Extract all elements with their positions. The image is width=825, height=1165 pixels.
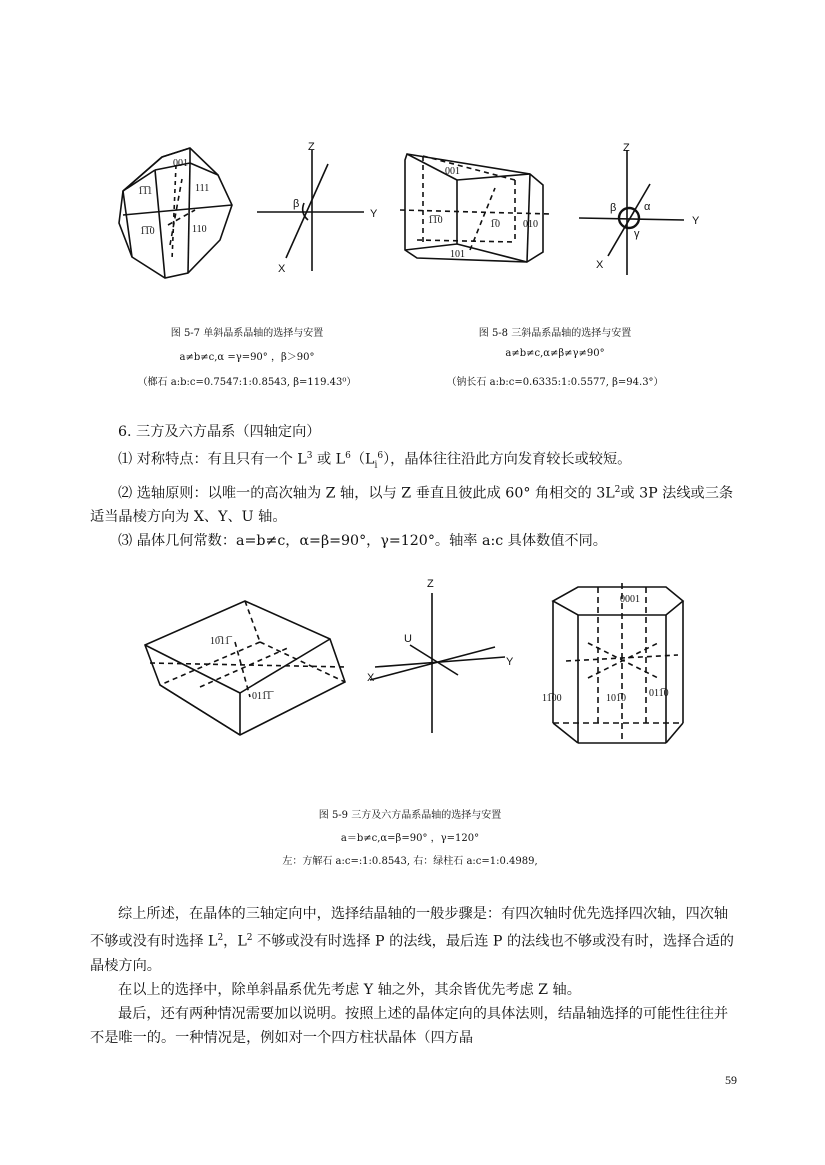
item-2: ⑵ 选轴原则：以唯一的高次轴为 Z 轴，以与 Z 垂直且彼此成 60° 角相交的 $3L^2$或 3P 法线或三条适当晶棱方向为 X、Y、U 轴。 [90,484,734,526]
face-label-001: 001 [445,166,460,177]
face-label-111: 111 [195,183,210,194]
summary-paragraph-2: 在以上的选择中，除单斜晶系优先考虑 Y 轴之外，其余皆优先考虑 Z 轴。 [118,981,581,998]
item-1: ⑴ 对称特点：有且只有一个 $L^3$ 或 $L^6(L_i^6)$，晶体往往沿此方向发育较长或较短。 [118,451,632,471]
axis-label-y: Y [692,215,700,227]
fig-5-9-axes-diagram [360,575,520,745]
face-label-001: 001 [173,158,188,169]
fig-5-7-caption: 图 5-7 单斜晶系晶轴的选择与安置 [170,328,324,339]
angle-label-alpha: α [644,201,651,213]
axis-label-u: U [404,633,412,645]
axis-label-x: X [367,672,375,684]
fig-5-9-constants: a＝b≠c,α=β=90° ，γ=120° [340,833,480,844]
axis-label-x: X [278,263,286,275]
face-label-1-1-0: 1̅1̅0 [140,226,155,237]
fig-5-9-rhombohedron-drawing [140,597,355,737]
face-label-01-10: 011̅0 [649,688,669,699]
axis-label-y: Y [370,208,378,220]
fig-5-7-example: （榔石 a:b:c=0.7547:1:0.8543, β=119.43⁰） [137,377,357,388]
fig-5-9-caption: 图 5-9 三方及六方晶系晶轴的选择与安置 [318,810,502,821]
section-heading: 6. 三方及六方晶系（四轴定向） [118,424,321,440]
axis-label-z: Z [623,142,630,154]
axis-label-z: Z [427,578,434,590]
fig-5-8-constants: a≠b≠c,α≠β≠γ≠90° [505,348,605,359]
face-label-1-100: 11̅00 [542,693,562,704]
summary-paragraph-1: 综上所述，在晶体的三轴定向中，选择结晶轴的一般步骤是：有四次轴时优先选择四次轴，四次轴不够或没有时选择 $L^2$，$L^2$ 不够或没有时选择 P 的法线，最后连 P 的法线也不够或没有时，选择合适的晶棱方向。 [90,906,734,974]
fig-5-8-crystal-drawing [395,150,550,270]
face-label-1-0: 1̅0 [490,219,500,230]
page-number: 59 [725,1073,737,1087]
face-label-1-1-0: 1̅1̅0 [428,215,443,226]
fig-5-9-hexagonal-prism-drawing [542,583,693,748]
face-label-01-1-1: 011̅1̅ [252,691,272,702]
face-label-101: 101 [450,249,465,260]
item-3: ⑶ 晶体几何常数：a=b≠c，α=β=90°，γ=120°。轴率 a:c 具体数值不同。 [118,533,607,550]
face-label-110: 110 [192,224,207,235]
face-label-1-1-1: 1̅1̅1 [138,186,153,197]
face-label-10-10: 101̅0 [606,693,626,704]
fig-5-8-example: （钠长石 a:b:c=0.6335:1:0.5577, β=94.3°） [446,377,664,388]
face-label-010: 010 [523,219,538,230]
axis-label-x: X [596,259,604,271]
fig-5-9-example: 左：方解石 a:c=:1:0.8543, 右：绿柱石 a:c=1:0.4989, [282,856,538,867]
angle-label-gamma: γ [634,228,640,240]
summary-paragraph-3: 最后，还有两种情况需要加以说明。按照上述的晶体定向的具体法则，结晶轴选择的可能性往往并不是唯一的。一种情况是，例如对一个四方柱状晶体（四方晶 [90,1005,729,1046]
fig-5-8-caption: 图 5-8 三斜晶系晶轴的选择与安置 [478,328,632,339]
section-6-text [90,420,740,553]
axis-label-y: Y [506,656,514,668]
fig-5-7-constants: a≠b≠c,α =γ=90° ，β＞90° [179,352,315,363]
fig-5-7-crystal-drawing [110,145,250,280]
angle-label-beta: β [610,202,617,214]
summary-text [90,902,740,1050]
face-label-0001: 0001 [620,594,640,605]
axis-label-z: Z [308,141,315,153]
face-label-10-11: 10̅11̅ [210,636,230,647]
angle-label-beta: β [293,198,300,210]
fig-5-7-axes-diagram [252,138,382,278]
fig-5-8-axes-diagram [574,138,709,278]
